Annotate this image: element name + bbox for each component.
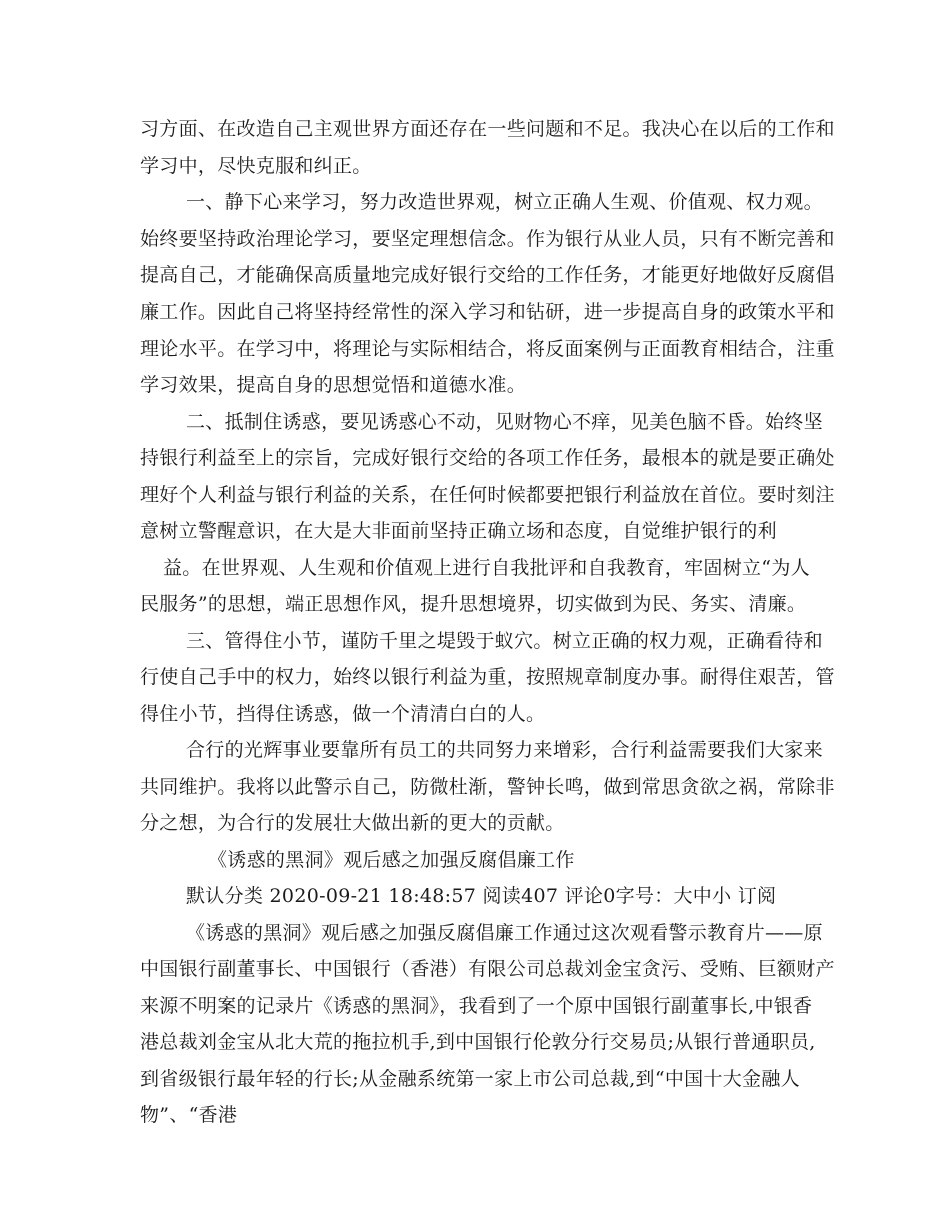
- text-line: 意树立警醒意识，在大是大非面前坚持正确立场和态度，自觉维护银行的利: [140, 520, 777, 542]
- text-line: 持银行利益至上的宗旨，完成好银行交给的各项工作任务，最根本的就是要正确处: [140, 447, 835, 469]
- section-heading-1: 一、静下心来学习，努力改造世界观，树立正确人生观、价值观、权力观。: [186, 191, 823, 213]
- text-line: 港总裁刘金宝从北大荒的拖拉机手,到中国银行伦敦分行交易员;从银行普通职员,: [140, 1031, 816, 1053]
- text-line: 分之想，为合行的发展壮大做出新的更大的贡献。: [140, 812, 565, 834]
- text-line: 合行的光辉事业要靠所有员工的共同努力来增彩，合行利益需要我们大家来: [186, 739, 823, 761]
- text-line: 益。在世界观、人生观和价值观上进行自我批评和自我教育，牢固树立“为人: [163, 557, 810, 579]
- text-line: 学习效果，提高自身的思想觉悟和道德水准。: [140, 374, 527, 396]
- text-line: 得住小节，挡得住诱惑，做一个清清白白的人。: [140, 703, 546, 725]
- section-heading-3: 三、管得住小节，谨防千里之堤毁于蚁穴。树立正确的权力观，正确看待和: [186, 630, 823, 652]
- text-line: 来源不明案的记录片《诱惑的黑洞》，我看到了一个原中国银行副董事长,中银香: [140, 995, 813, 1017]
- text-line: 始终要坚持政治理论学习，要坚定理想信念。作为银行从业人员，只有不断完善和: [140, 228, 835, 250]
- section-heading-2: 二、抵制住诱惑，要见诱惑心不动，见财物心不痒，见美色脑不昏。始终坚: [186, 411, 823, 433]
- text-line: 理论水平。在学习中，将理论与实际相结合，将反面案例与正面教育相结合，注重: [140, 338, 835, 360]
- text-line: 《诱惑的黑洞》观后感之加强反腐倡廉工作通过这次观看警示教育片——原: [186, 922, 823, 944]
- text-line: 民服务”的思想，端正思想作风，提升思想境界，切实做到为民、务实、清廉。: [140, 593, 807, 615]
- text-line: 物”、“香港: [140, 1104, 238, 1126]
- text-line: 提高自己，才能确保高质量地完成好银行交给的工作任务，才能更好地做好反腐倡: [140, 264, 835, 286]
- article-meta: 默认分类 2020-09-21 18:48:57 阅读407 评论0字号：大中小 订阅: [186, 885, 777, 907]
- text-line: 学习中，尽快克服和纠正。: [140, 155, 372, 177]
- text-line: 廉工作。因此自己将坚持经常性的深入学习和钻研，进一步提高自身的政策水平和: [140, 301, 835, 323]
- article-title: 《诱惑的黑洞》观后感之加强反腐倡廉工作: [208, 849, 575, 871]
- text-line: 行使自己手中的权力，始终以银行利益为重，按照规章制度办事。耐得住艰苦，管: [140, 666, 835, 688]
- text-line: 共同维护。我将以此警示自己，防微杜渐，警钟长鸣，做到常思贪欲之祸，常除非: [140, 776, 835, 798]
- text-line: 中国银行副董事长、中国银行（香港）有限公司总裁刘金宝贪污、受贿、巨额财产: [140, 958, 835, 980]
- text-line: 理好个人利益与银行利益的关系，在任何时候都要把银行利益放在首位。要时刻注: [140, 484, 835, 506]
- text-line: 到省级银行最年轻的行长;从金融系统第一家上市公司总裁,到“中国十大金融人: [140, 1068, 800, 1090]
- text-line: 习方面、在改造自己主观世界方面还存在一些问题和不足。我决心在以后的工作和: [140, 118, 835, 140]
